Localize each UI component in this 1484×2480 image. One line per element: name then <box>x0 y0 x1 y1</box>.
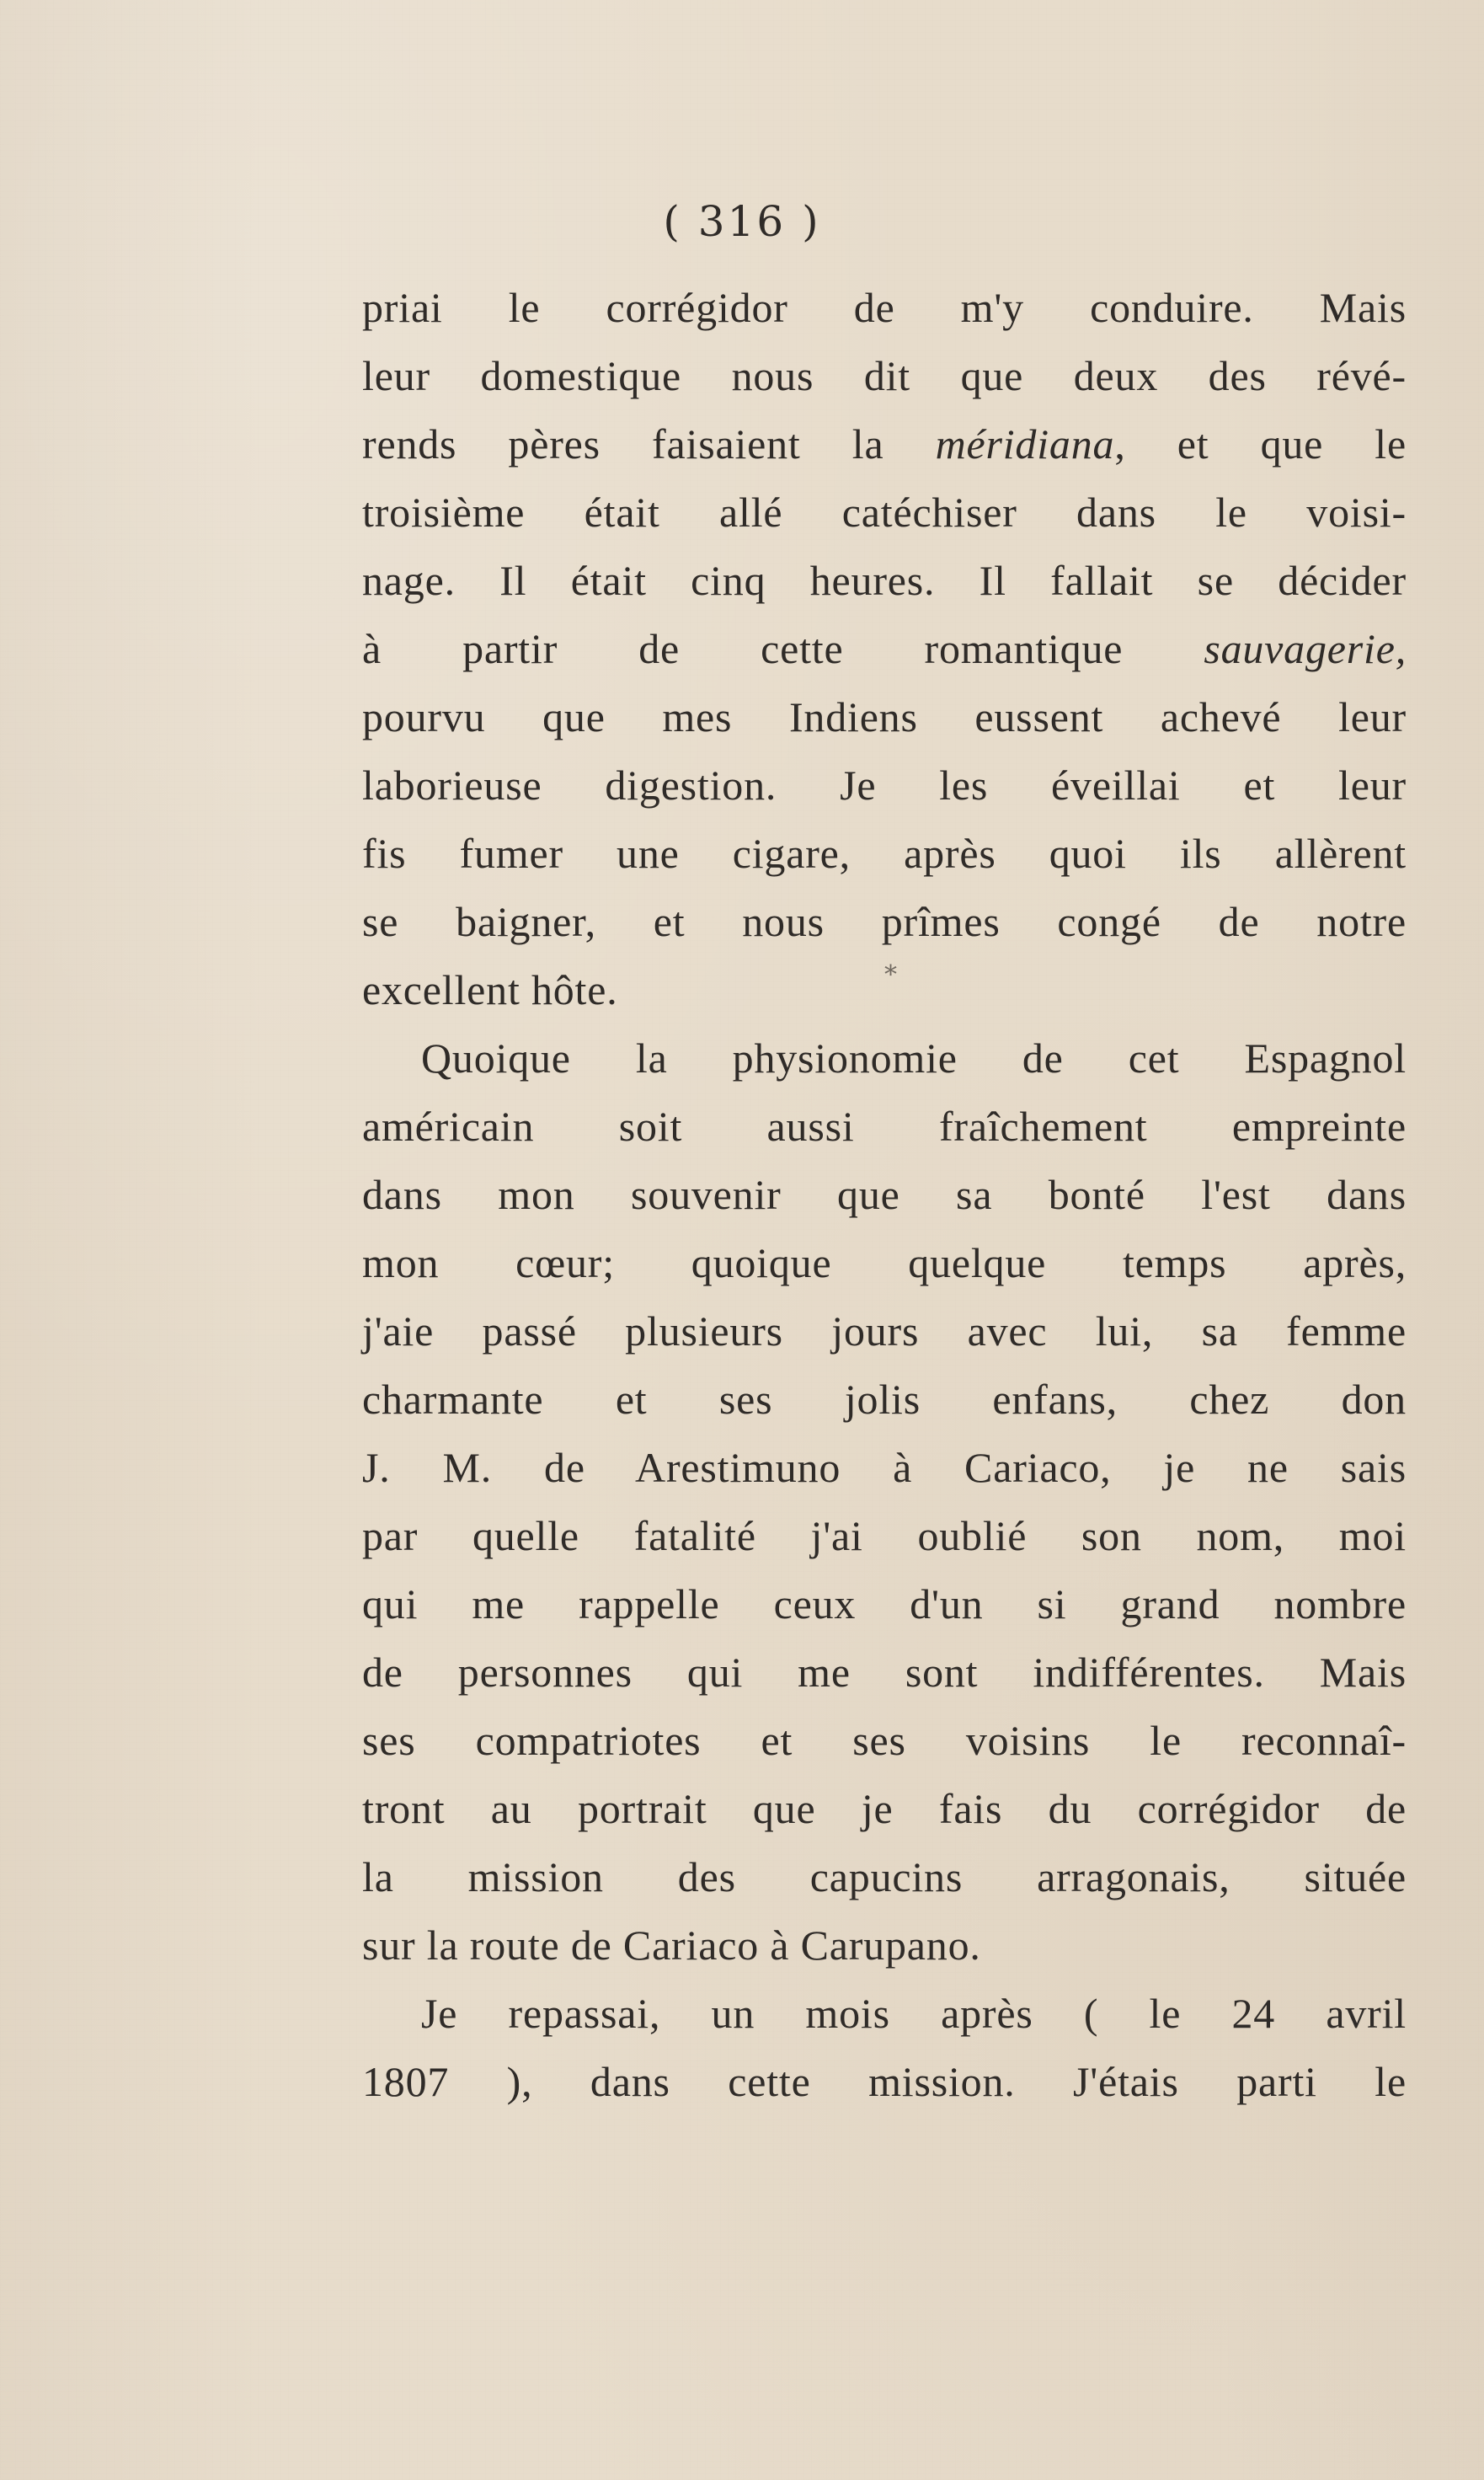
paragraph-1-line-3-end: , et que le <box>1114 420 1407 468</box>
paragraph-2-line-5: j'aie passé plusieurs jours avec lui, sa femme <box>362 1307 1407 1355</box>
paragraph-1-line-7: pourvu que mes Indiens eussent achevé leur <box>362 693 1407 740</box>
paragraph-2-line-11: ses compatriotes et ses voisins le reconnaî- <box>362 1717 1407 1764</box>
paragraph-2-line-2: américain soit aussi fraîchement empreinte <box>362 1103 1407 1150</box>
paragraph-2-line-3: dans mon souvenir que sa bonté l'est dans <box>362 1171 1407 1218</box>
paragraph-1-line-9: fis fumer une cigare, après quoi ils allèrent <box>362 830 1407 877</box>
paragraph-1-line-3-start: rends pères faisaient la <box>362 420 936 468</box>
paragraph-1-line-8: laborieuse digestion. Je les éveillai et leur <box>362 762 1407 809</box>
italic-term-meridiana: méridiana <box>935 420 1115 468</box>
paragraph-1-line-4: troisième était allé catéchiser dans le voisi- <box>362 489 1407 536</box>
paragraph-2-line-9: qui me rappelle ceux d'un si grand nombre <box>362 1580 1407 1628</box>
paragraph-2-line-4: mon cœur; quoique quelque temps après, <box>362 1239 1407 1286</box>
paragraph-1-line-3 <box>362 410 1407 478</box>
paragraph-2-line-13: la mission des capucins arragonais, située <box>362 1853 1407 1900</box>
paragraph-1-line-6-start: à partir de cette romantique <box>362 625 1204 672</box>
paragraph-1-line-5: nage. Il était cinq heures. Il fallait se décider <box>362 557 1407 604</box>
page-number: ( 316 ) <box>663 197 821 246</box>
paragraph-2-line-6: charmante et ses jolis enfans, chez don <box>362 1376 1407 1423</box>
paragraph-2-line-7: J. M. de Arestimuno à Cariaco, je ne sais <box>362 1444 1407 1491</box>
ink-mark: * <box>884 960 897 990</box>
page-text <box>362 274 1407 2116</box>
paragraph-2 <box>362 1024 1407 1980</box>
paragraph-1-line-6 <box>362 615 1407 683</box>
paragraph-2-line-10: de personnes qui me sont indifférentes. Mais <box>362 1649 1407 1696</box>
italic-term-sauvagerie: sauvagerie, <box>1204 625 1407 672</box>
paragraph-2-line-12: tront au portrait que je fais du corrégidor de <box>362 1785 1407 1832</box>
paragraph-1-line-11: excellent hôte. <box>362 966 618 1013</box>
paragraph-3-line-2: 1807 ), dans cette mission. J'étais parti le <box>362 2058 1407 2105</box>
paragraph-2-line-14: sur la route de Cariaco à Carupano. <box>362 1921 981 1969</box>
paragraph-1 <box>362 274 1407 1024</box>
paragraph-1-line-2: leur domestique nous dit que deux des révé- <box>362 352 1407 399</box>
paragraph-3-line-1: Je repassai, un mois après ( le 24 avril <box>421 1990 1407 2037</box>
paragraph-3 <box>362 1980 1407 2116</box>
paragraph-1-line-10: se baigner, et nous prîmes congé de notre <box>362 898 1407 945</box>
paragraph-2-line-1: Quoique la physionomie de cet Espagnol <box>421 1034 1407 1082</box>
paragraph-2-line-8: par quelle fatalité j'ai oublié son nom, moi <box>362 1512 1407 1559</box>
paragraph-1-line-1: priai le corrégidor de m'y conduire. Mais <box>362 284 1407 331</box>
